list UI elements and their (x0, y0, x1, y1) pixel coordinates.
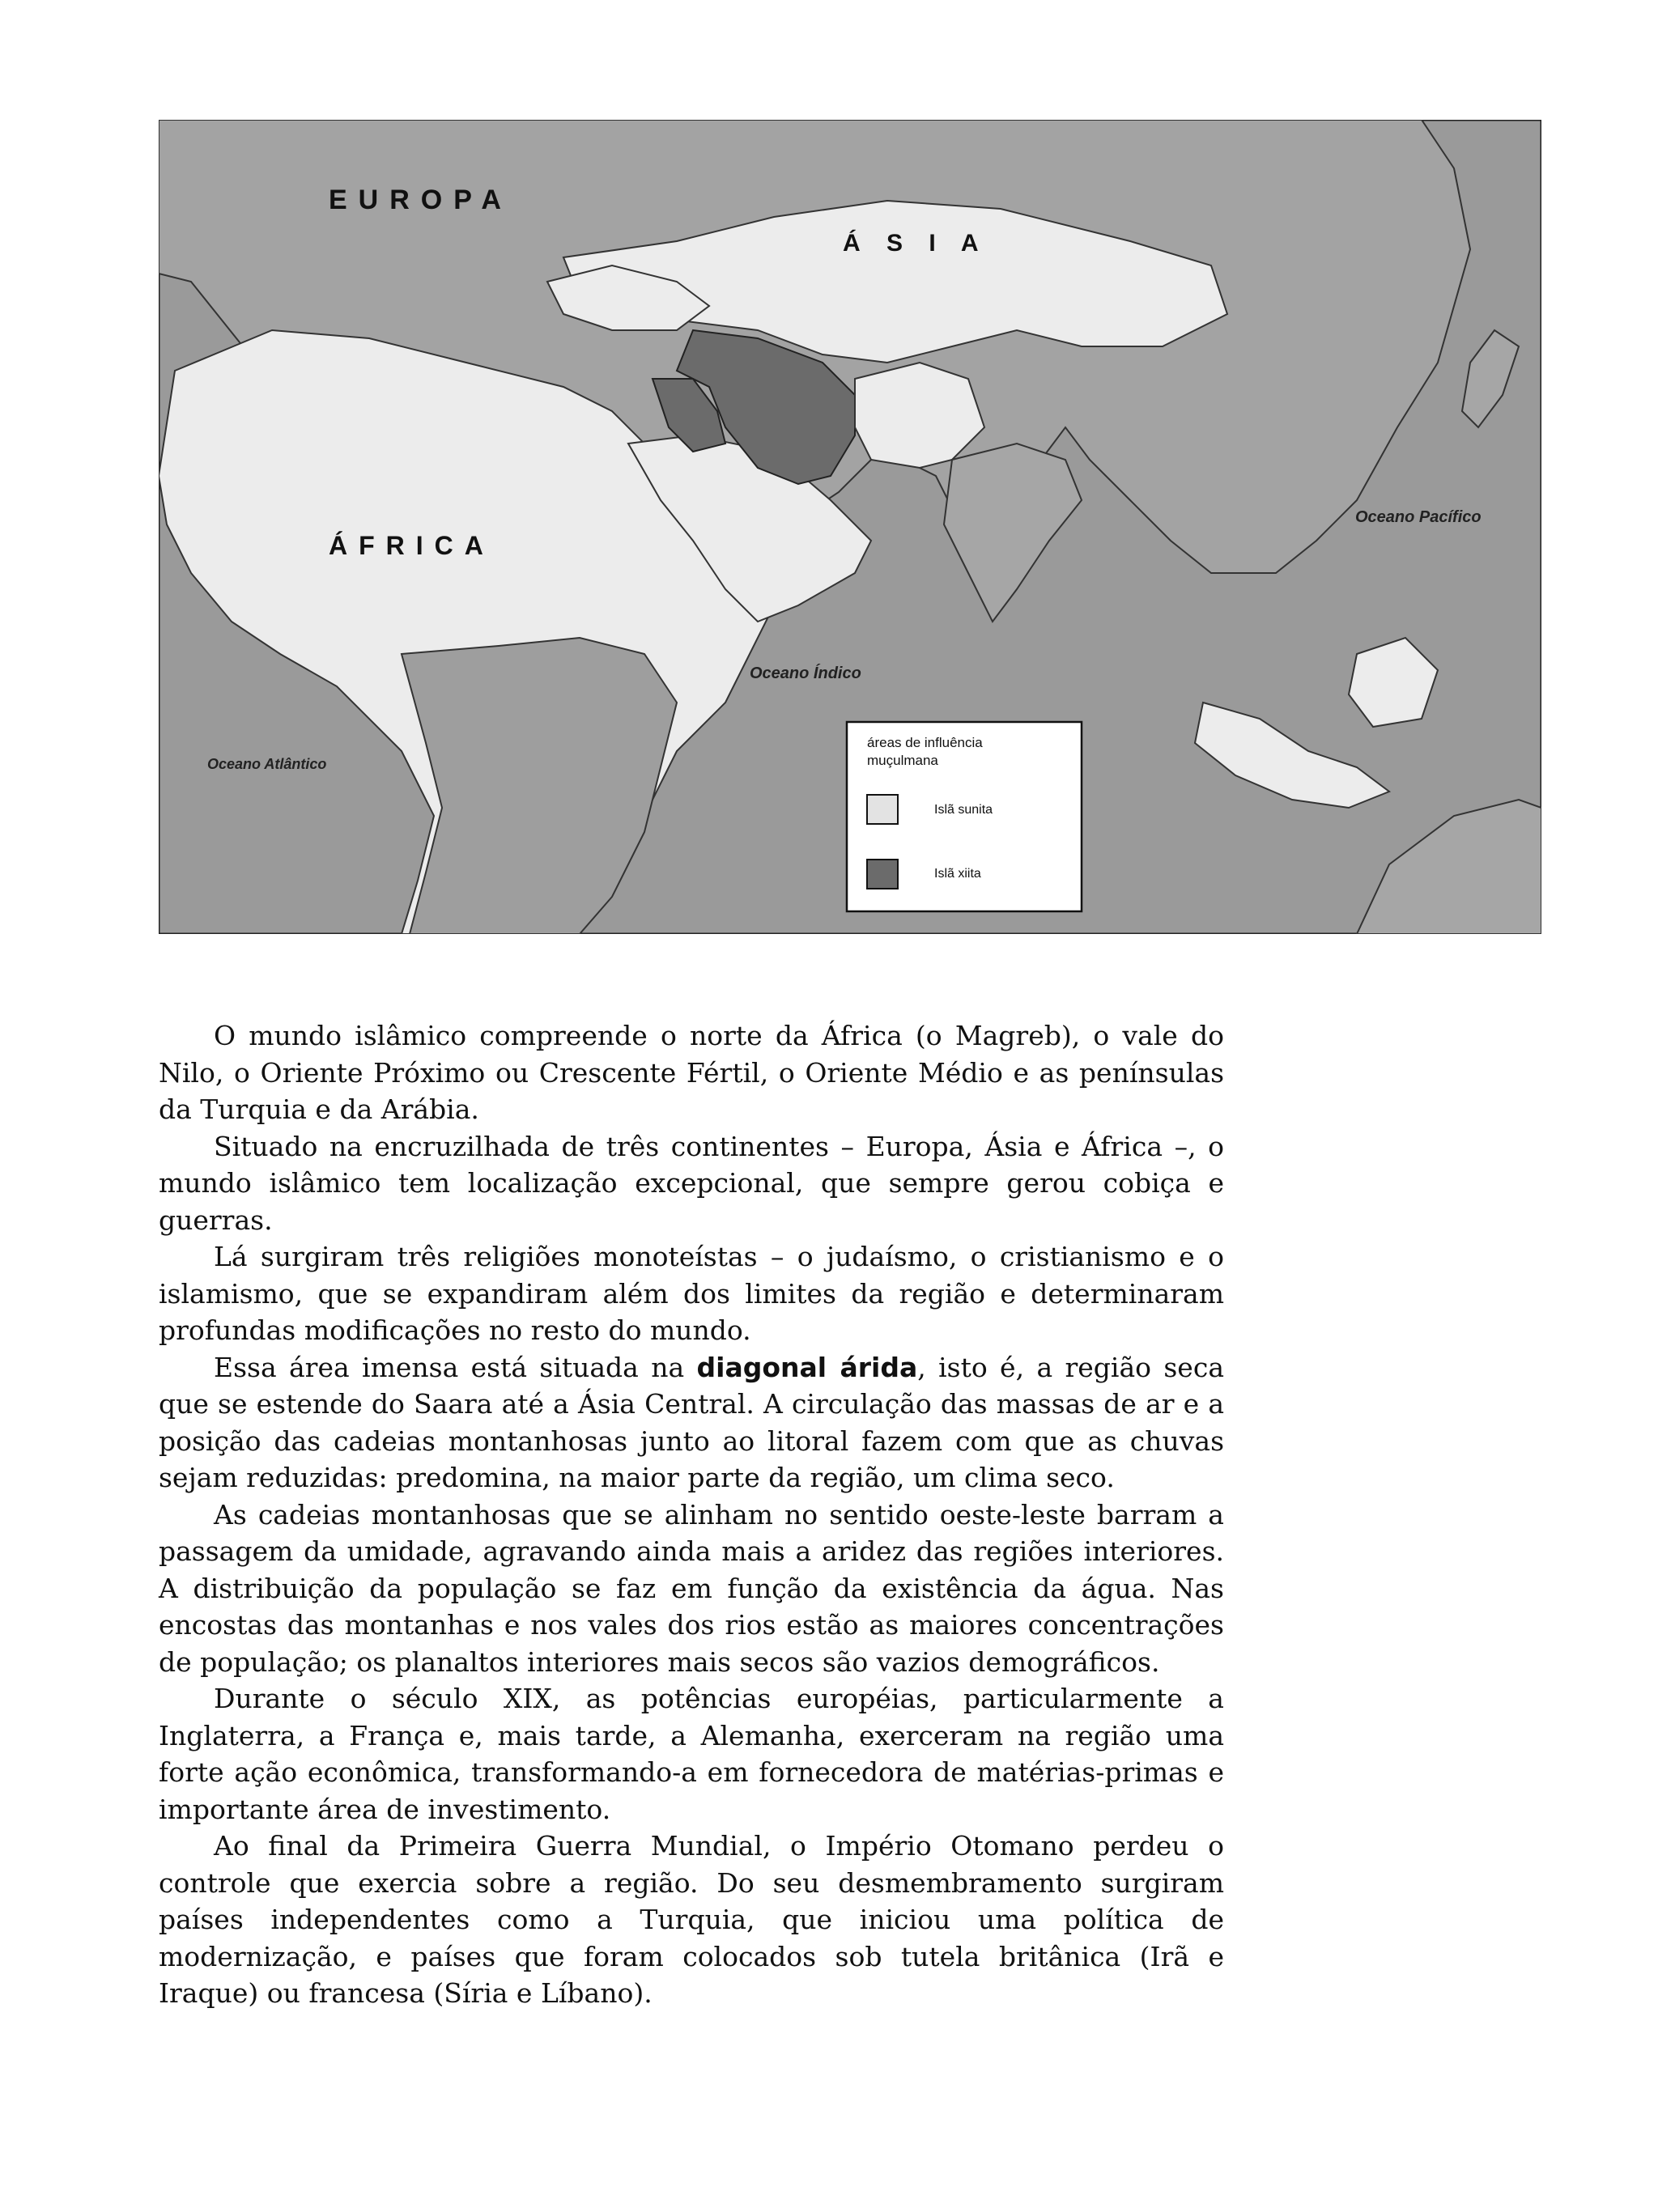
label-oceano-atlantico: Oceano Atlântico (207, 756, 327, 772)
paragraph-7: Ao final da Primeira Guerra Mundial, o Império Otomano perdeu o controle que exercia sobre a região. Do seu desmembramento surgiram países independentes como a Turquia, que iniciou uma política de modernização, e países que foram colocados sob tutela britânica (Irã e Iraque) ou francesa (Síria e Líbano). (159, 1830, 1224, 2009)
paragraph-5: As cadeias montanhosas que se alinham no sentido oeste-leste barram a passagem da umidade, agravando ainda mais a aridez das regiões interiores. A distribuição da população se faz em função da existência da água. Nas encostas das montanhas e nos vales dos rios estão as maiores concentrações de população; os planaltos interiores mais secos são vazios demográficos. (159, 1498, 1224, 1678)
legend-swatch-sunita (867, 795, 898, 824)
legend-title-line1: áreas de influência (867, 735, 983, 750)
label-oceano-pacifico: Oceano Pacífico (1355, 508, 1482, 526)
paragraph-3: Lá surgiram três religiões monoteístas – o judaísmo, o cristianismo e o islamismo, que se expandiram além dos limites da região e determinaram profundas modificações no resto do mundo. (159, 1241, 1224, 1346)
paragraph-6: Durante o século XIX, as potências européias, particularmente a Inglaterra, a França e, mais tarde, a Alemanha, exerceram na região uma forte ação econômica, transformando-a em fornecedora de matérias-primas e importante área de investimento. (159, 1683, 1224, 1825)
label-europa: EUROPA (329, 185, 512, 215)
map-svg (159, 120, 1541, 934)
legend-label-xiita: Islã xiita (934, 867, 981, 881)
paragraph-4-start: Essa área imensa está situada na (214, 1351, 697, 1383)
body-text (159, 1017, 1224, 2012)
paragraph-2: Situado na encruzilhada de três continentes – Europa, Ásia e África –, o mundo islâmico tem localização excepcional, que sempre gerou cobiça e guerras. (159, 1130, 1224, 1236)
label-oceano-indico: Oceano Índico (750, 664, 861, 682)
legend-label-sunita: Islã sunita (934, 803, 993, 817)
term-diagonal-arida: diagonal árida (696, 1351, 918, 1383)
label-africa: ÁFRICA (329, 531, 495, 560)
map-legend (847, 722, 1082, 911)
islamic-world-map (159, 120, 1541, 934)
paragraph-4 (159, 1349, 1224, 1497)
paragraph-4-end: , isto é, a região seca que se estende do Saara até a Ásia Central. A circulação das massas de ar e a posição das cadeias montanhosas junto ao litoral fazem com que as chuvas sejam reduzidas: predomina, na maior parte da região, um clima seco. (159, 1351, 1224, 1493)
label-asia: Á S I A (843, 230, 988, 257)
legend-swatch-xiita (867, 860, 898, 889)
paragraph-1: O mundo islâmico compreende o norte da África (o Magreb), o vale do Nilo, o Oriente Próximo ou Crescente Fértil, o Oriente Médio e as penínsulas da Turquia e da Arábia. (159, 1020, 1224, 1125)
legend-title-line2: muçulmana (867, 753, 938, 768)
